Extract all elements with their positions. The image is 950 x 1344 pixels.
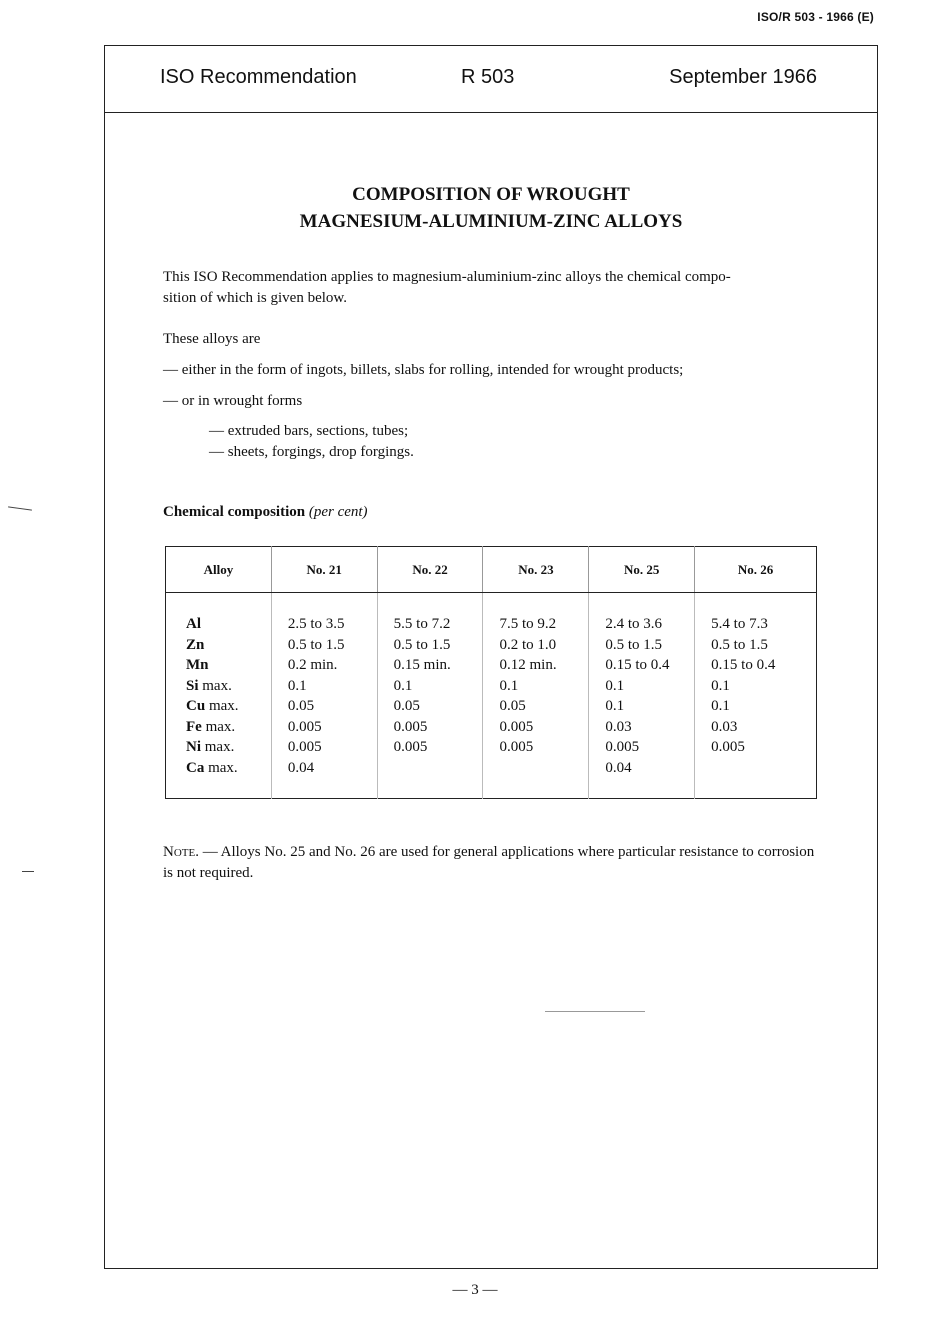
- scope-paragraph: [163, 267, 823, 309]
- alloy-column: [377, 593, 483, 799]
- composition-value: 0.1: [499, 677, 519, 694]
- composition-value: 0.005: [605, 739, 640, 755]
- alloy-column: [589, 593, 695, 799]
- alloy-column: [483, 593, 589, 799]
- bullet-ingots: — either in the form of ingots, billets, slabs for rolling, intended for wrought products;: [163, 362, 684, 378]
- element-limit: max.: [208, 698, 239, 714]
- composition-value: 0.15 to 0.4: [605, 657, 670, 673]
- element-label: [186, 737, 270, 758]
- element-symbol: Mn: [186, 657, 209, 673]
- header-alloy-number: No. 22: [377, 547, 483, 593]
- note-paragraph: [163, 842, 823, 884]
- document-reference: ISO/R 503 - 1966 (E): [757, 10, 874, 24]
- composition-value: [499, 758, 587, 779]
- composition-value: [394, 758, 482, 779]
- composition-value: 0.1: [711, 698, 730, 714]
- element-symbol: Fe: [186, 718, 202, 735]
- header-date: September 1966: [669, 66, 817, 88]
- element-symbol: Si: [186, 677, 199, 694]
- composition-value: 7.5 to 9.2: [499, 616, 557, 632]
- composition-value: 0.5 to 1.5: [393, 636, 451, 653]
- element-label: [186, 635, 270, 656]
- composition-value: 0.2 to 1.0: [499, 636, 557, 653]
- element-label: [186, 655, 270, 676]
- element-symbol: Al: [186, 616, 201, 632]
- element-label: [186, 614, 270, 635]
- caption-italic: (per cent): [308, 504, 368, 520]
- composition-value: 0.05: [287, 698, 315, 714]
- bullet-wrought: — or in wrought forms: [163, 393, 303, 409]
- composition-value: 0.5 to 1.5: [711, 636, 768, 653]
- element-symbol: Zn: [186, 636, 205, 653]
- alloys-intro: These alloys are: [163, 331, 261, 347]
- title-line: MAGNESIUM-ALUMINIUM-ZINC ALLOYS: [299, 211, 683, 232]
- composition-value: 2.5 to 3.5: [287, 616, 345, 632]
- margin-mark: [8, 506, 32, 510]
- element-symbol: Cu: [186, 698, 206, 714]
- title-line: COMPOSITION OF WROUGHT: [352, 184, 630, 205]
- composition-value: 0.1: [605, 677, 625, 694]
- text-line: sition of which is given below.: [163, 290, 348, 306]
- composition-value: 0.005: [499, 718, 534, 735]
- page-header: [105, 46, 877, 113]
- composition-value: 0.005: [499, 739, 534, 755]
- table-caption: [163, 504, 368, 521]
- composition-value: 0.03: [711, 718, 738, 735]
- element-limit: max.: [202, 677, 232, 694]
- composition-value: 0.05: [499, 698, 526, 714]
- element-limit: max.: [205, 718, 236, 735]
- composition-value: 0.005: [393, 718, 428, 735]
- composition-value: 0.005: [287, 739, 322, 755]
- sub-bullet-extruded: — extruded bars, sections, tubes;: [209, 423, 409, 439]
- composition-value: 0.04: [605, 759, 632, 776]
- page-number: — 3 —: [452, 1282, 498, 1298]
- text-line: This ISO Recommendation applies to magnesium-aluminium-zinc alloys the chemical compo-: [163, 269, 731, 285]
- composition-value: 0.05: [393, 698, 420, 714]
- composition-value: 0.5 to 1.5: [605, 636, 662, 653]
- composition-value: 0.15 to 0.4: [711, 657, 776, 673]
- document-title: [105, 181, 877, 235]
- element-label: [186, 696, 270, 717]
- element-label: [186, 676, 270, 697]
- end-rule: [545, 1011, 645, 1012]
- element-limit: max.: [208, 759, 238, 776]
- alloy-column: [271, 593, 377, 799]
- note-label: Note.: [163, 844, 199, 860]
- header-alloy-number: No. 21: [271, 547, 377, 593]
- element-symbol: Ni: [186, 739, 201, 755]
- composition-value: 0.03: [605, 718, 632, 735]
- composition-value: 2.4 to 3.6: [605, 616, 662, 632]
- composition-value: 0.005: [287, 718, 322, 735]
- alloy-column: [695, 593, 817, 799]
- header-alloy-number: No. 25: [589, 547, 695, 593]
- composition-value: 5.5 to 7.2: [393, 616, 451, 632]
- composition-value: 0.1: [711, 677, 730, 694]
- element-label: [186, 758, 270, 779]
- composition-value: [711, 758, 815, 779]
- header-alloy-number: No. 26: [695, 547, 817, 593]
- element-limit: max.: [204, 739, 235, 755]
- composition-value: 0.005: [393, 739, 428, 755]
- composition-value: 0.15 min.: [393, 657, 451, 673]
- composition-value: 0.1: [393, 677, 413, 694]
- header-recommendation: ISO Recommendation: [160, 66, 357, 88]
- composition-value: 0.005: [711, 739, 745, 755]
- composition-value: 0.12 min.: [499, 657, 557, 673]
- table-body-row: [166, 593, 817, 799]
- composition-table: [165, 546, 817, 799]
- page-frame: [104, 45, 878, 1269]
- header-alloy: Alloy: [166, 547, 272, 593]
- composition-value: 0.1: [287, 677, 307, 694]
- table-header-row: [166, 547, 817, 593]
- composition-value: 0.5 to 1.5: [287, 636, 345, 653]
- note-text: — Alloys No. 25 and No. 26 are used for general applications where particular resistance to corrosion is not required.: [163, 844, 815, 881]
- header-number: R 503: [461, 66, 515, 88]
- element-column: [166, 593, 272, 799]
- composition-value: 0.1: [605, 698, 625, 714]
- composition-value: 0.2 min.: [287, 657, 338, 673]
- element-symbol: Ca: [186, 759, 205, 776]
- caption-bold: Chemical composition: [163, 504, 306, 520]
- composition-value: 5.4 to 7.3: [711, 616, 768, 632]
- composition-value: 0.04: [287, 759, 315, 776]
- sub-bullet-sheets: — sheets, forgings, drop forgings.: [209, 444, 414, 460]
- header-alloy-number: No. 23: [483, 547, 589, 593]
- margin-mark: [22, 871, 34, 872]
- element-label: [186, 717, 270, 738]
